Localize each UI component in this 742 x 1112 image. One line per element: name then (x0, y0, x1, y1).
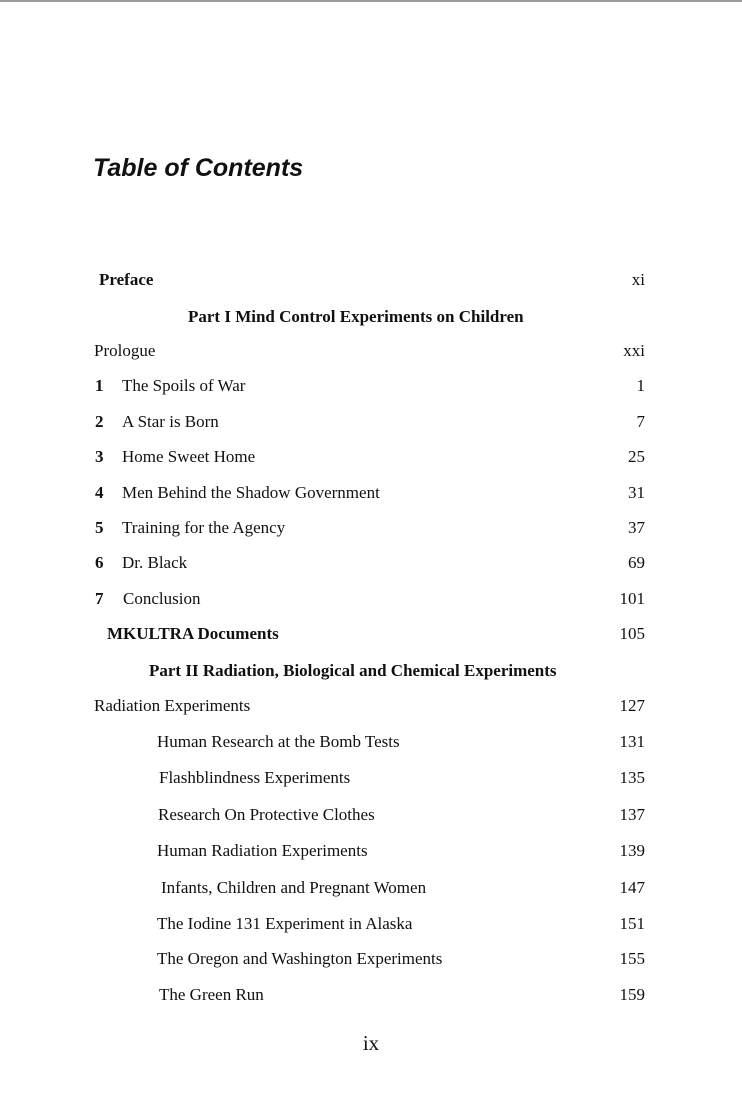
chapter-number: 7 (95, 589, 104, 608)
toc-subentry[interactable] (0, 983, 742, 1007)
toc-entry-page: 127 (619, 696, 645, 715)
toc-entry-page: 155 (619, 949, 645, 968)
toc-entry-chapter-6[interactable] (0, 551, 742, 575)
toc-entry-page: 69 (628, 553, 645, 572)
toc-entry-label: Men Behind the Shadow Government (122, 483, 380, 502)
toc-entry-page: 159 (619, 985, 645, 1004)
toc-entry-label: Preface (99, 270, 154, 289)
toc-entry-page: xi (631, 270, 645, 289)
toc-subentry[interactable] (0, 947, 742, 971)
chapter-number: 5 (95, 518, 104, 537)
toc-entry-label: The Spoils of War (122, 376, 246, 395)
page-title: Table of Contents (93, 154, 304, 182)
toc-subentry[interactable] (0, 803, 742, 827)
toc-entry-preface[interactable] (0, 268, 742, 292)
toc-entry-chapter-2[interactable] (0, 410, 742, 434)
toc-entry-page: 25 (628, 447, 645, 466)
toc-entry-page: 31 (628, 483, 645, 502)
toc-entry-label: Human Radiation Experiments (157, 841, 368, 860)
toc-entry-label: Flashblindness Experiments (159, 768, 351, 787)
toc-entry-page: xxi (623, 341, 645, 360)
toc-entry-label: The Iodine 131 Experiment in Alaska (157, 914, 413, 933)
toc-entry-label: The Oregon and Washington Experiments (157, 949, 443, 968)
chapter-number: 3 (95, 447, 104, 466)
toc-entry-page: 101 (619, 589, 645, 608)
chapter-number: 4 (95, 483, 104, 502)
toc-entry-label: Dr. Black (122, 553, 188, 572)
part-heading-2 (0, 659, 742, 683)
toc-entry-label: MKULTRA Documents (107, 624, 279, 643)
toc-entry-page: 151 (619, 914, 645, 933)
toc-entry-page: 7 (636, 412, 645, 431)
toc-entry-chapter-4[interactable] (0, 481, 742, 505)
chapter-number: 6 (95, 553, 104, 572)
toc-entry-label: Home Sweet Home (122, 447, 256, 466)
toc-entry-chapter-1[interactable] (0, 374, 742, 398)
toc-entry-page: 105 (619, 624, 645, 643)
toc-subentry[interactable] (0, 876, 742, 900)
toc-subentry[interactable] (0, 730, 742, 754)
toc-entry-page: 147 (619, 878, 645, 897)
toc-entry-prologue[interactable] (0, 339, 742, 363)
toc-entry-page: 135 (619, 768, 645, 787)
toc-entry-page: 131 (619, 732, 645, 751)
toc-entry-page: 1 (636, 376, 645, 395)
part-heading-label: Part II Radiation, Biological and Chemical Experiments (149, 661, 557, 680)
page-number: ix (362, 1031, 380, 1055)
chapter-number: 2 (95, 412, 104, 431)
toc-entry-label: Research On Protective Clothes (158, 805, 375, 824)
toc-entry-label: Prologue (94, 341, 156, 360)
toc-entry-chapter-7[interactable] (0, 587, 742, 611)
toc-entry-page: 139 (619, 841, 645, 860)
toc-entry-label: A Star is Born (122, 412, 219, 431)
toc-entry-chapter-5[interactable] (0, 516, 742, 540)
toc-entry-label: Conclusion (123, 589, 201, 608)
toc-entry-label: Radiation Experiments (94, 696, 251, 715)
toc-entry-page: 37 (628, 518, 645, 537)
toc-entry-radiation[interactable] (0, 694, 742, 718)
toc-entry-label: Human Research at the Bomb Tests (157, 732, 400, 751)
toc-entry-page: 137 (619, 805, 645, 824)
toc-entry-chapter-3[interactable] (0, 445, 742, 469)
page-top-border (0, 0, 742, 2)
part-heading-label: Part I Mind Control Experiments on Children (188, 307, 524, 326)
toc-entry-label: Infants, Children and Pregnant Women (161, 878, 427, 897)
chapter-number: 1 (95, 376, 104, 395)
toc-entry-mkultra[interactable] (0, 622, 742, 646)
toc-entry-label: The Green Run (159, 985, 264, 1004)
toc-entry-label: Training for the Agency (122, 518, 286, 537)
toc-subentry[interactable] (0, 766, 742, 790)
toc-subentry[interactable] (0, 912, 742, 936)
toc-subentry[interactable] (0, 839, 742, 863)
part-heading-1 (0, 305, 742, 329)
